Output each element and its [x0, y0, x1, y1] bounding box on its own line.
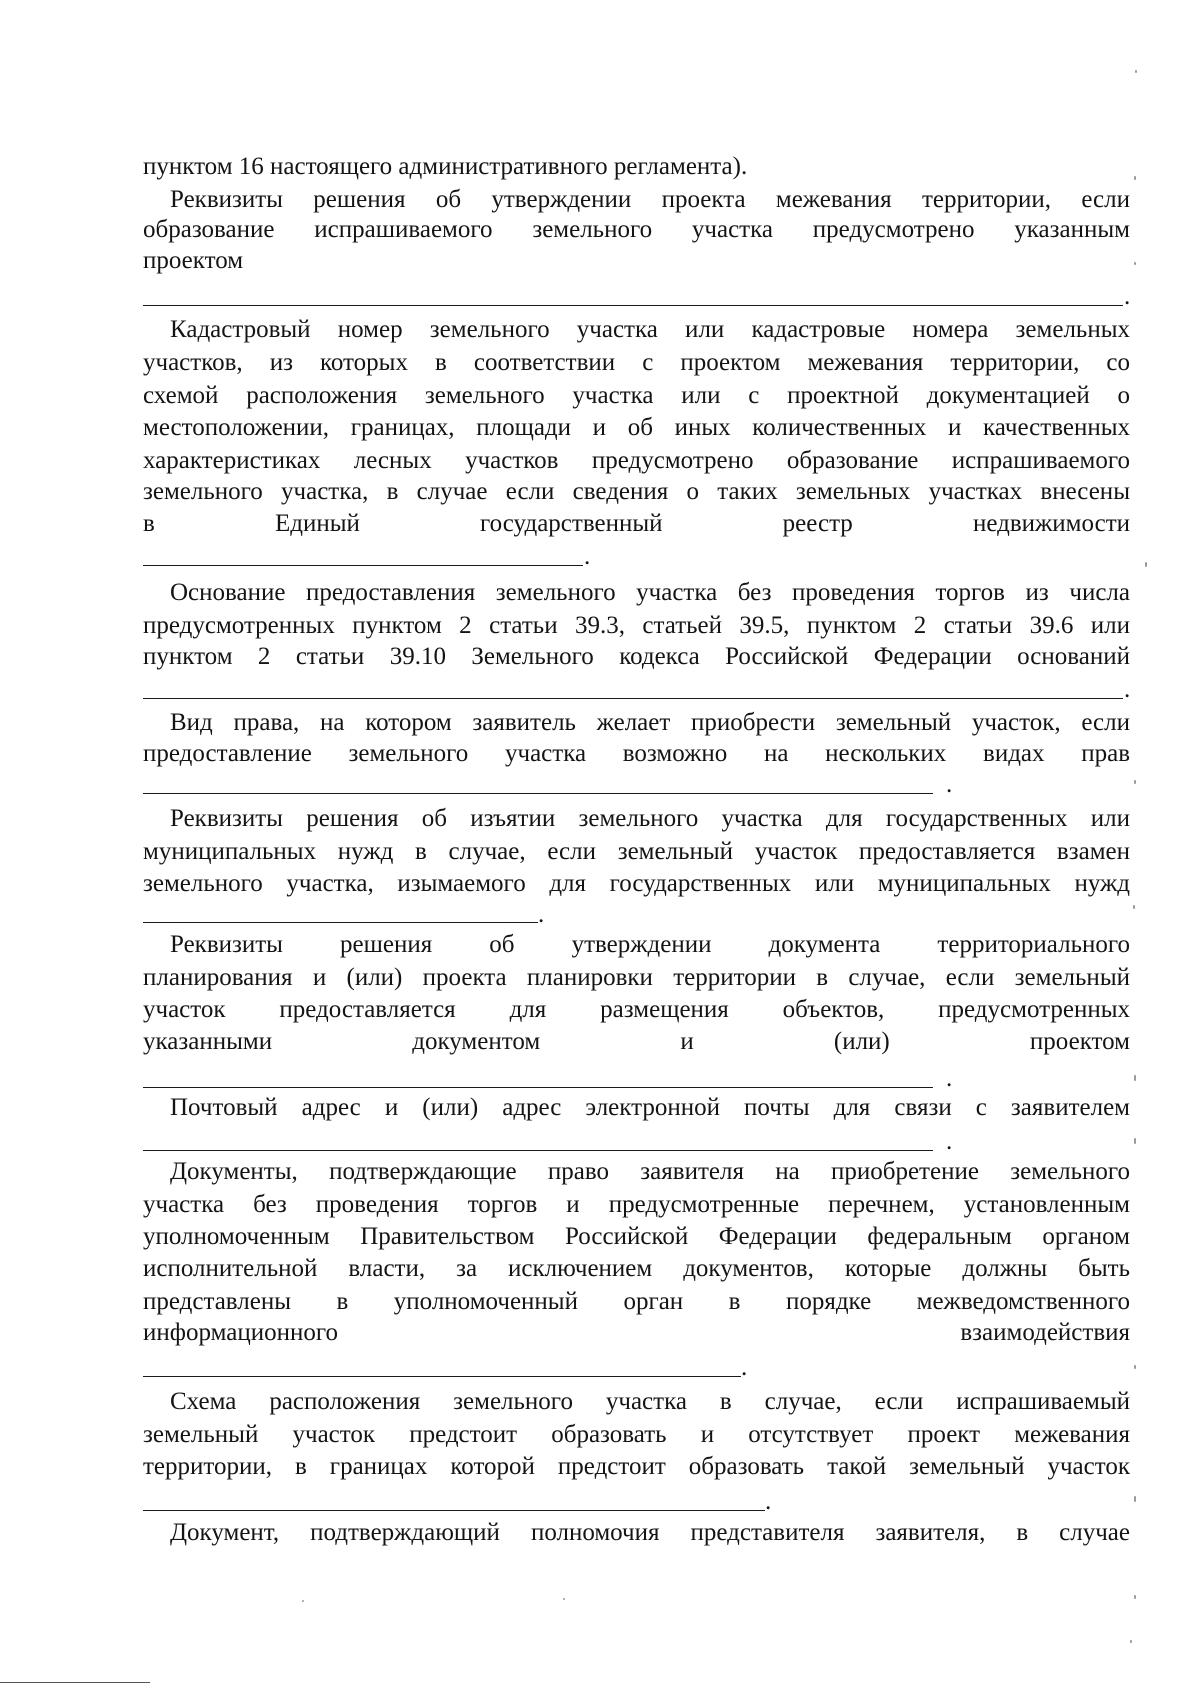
word: Единый: [274, 510, 360, 537]
text-line-spread: [143, 1027, 1130, 1057]
text-line: земельного участка, изымаемого для государственных или муниципальных нужд: [143, 870, 1130, 897]
fill-in-blank-line[interactable]: [143, 1376, 741, 1377]
text-line: земельного участка, в случае если сведения о таких земельных участках внесены: [143, 478, 1130, 505]
fill-in-blank-line[interactable]: [143, 922, 538, 923]
scan-speck: [1134, 1365, 1136, 1369]
fill-in-blank-line[interactable]: [143, 1510, 765, 1511]
text-line: Вид права, на котором заявитель желает приобрести земельный участок, если: [170, 709, 1130, 736]
scan-speck: [1134, 262, 1136, 265]
text-line: Почтовый адрес и (или) адрес электронной почты для связи с заявителем: [170, 1094, 1130, 1121]
text-line: участок предоставляется для размещения объектов, предусмотренных: [143, 996, 1130, 1023]
fill-in-blank-line[interactable]: [143, 698, 1123, 699]
fill-in-blank-line[interactable]: [143, 565, 583, 566]
text-line: Схема расположения земельного участка в случае, если испрашиваемый: [170, 1388, 1130, 1415]
text-line: исполнительной власти, за исключением документов, которые должны быть: [143, 1255, 1130, 1282]
period-mark: .: [538, 901, 545, 928]
scan-speck: [302, 1600, 304, 1602]
scan-speck: [1135, 70, 1137, 73]
period-mark: .: [765, 1488, 772, 1515]
text-line: предусмотренных пунктом 2 статьи 39.3, статьей 39.5, пунктом 2 статьи 39.6 или: [143, 612, 1130, 639]
period-mark: .: [946, 1128, 953, 1155]
fill-in-blank-line[interactable]: [143, 305, 1123, 306]
scan-edge-line: [0, 1682, 150, 1683]
text-line: Реквизиты решения об утверждении документа территориального: [170, 931, 1130, 958]
scan-speck: [1134, 1075, 1136, 1081]
word: информационного: [143, 1319, 338, 1346]
scan-speck: [563, 1598, 565, 1600]
text-line: предоставление земельного участка возможно на нескольких видах прав: [143, 740, 1130, 767]
text-line: уполномоченным Правительством Российской Федерации федеральным органом: [143, 1223, 1130, 1250]
period-mark: .: [1124, 283, 1131, 310]
word: указанными: [143, 1028, 273, 1055]
text-line: Основание предоставления земельного участка без проведения торгов из числа: [170, 579, 1130, 606]
scan-speck: [1133, 905, 1135, 909]
fill-in-blank-line[interactable]: [143, 793, 933, 794]
word: (или): [833, 1028, 890, 1055]
text-line-spread: [143, 1318, 1130, 1348]
word: недвижимости: [972, 510, 1130, 537]
text-line: представлены в уполномоченный орган в порядке межведомственного: [143, 1288, 1130, 1315]
word: реестр: [782, 510, 853, 537]
fill-in-blank-line[interactable]: [143, 1087, 933, 1088]
period-mark: .: [1124, 676, 1131, 703]
scan-speck: [1134, 1595, 1136, 1599]
text-line: проектом: [143, 247, 244, 274]
fill-in-blank-line[interactable]: [143, 1150, 933, 1151]
text-line: характеристиках лесных участков предусмотрено образование испрашиваемого: [143, 447, 1130, 474]
scan-speck: [1130, 1640, 1132, 1643]
word: государственный: [480, 510, 663, 537]
text-line: Реквизиты решения об изъятии земельного участка для государственных или: [170, 805, 1130, 832]
text-line: Документы, подтверждающие право заявителя на приобретение земельного: [170, 1158, 1130, 1185]
text-line: планирования и (или) проекта планировки территории в случае, если земельный: [143, 964, 1130, 991]
period-mark: .: [946, 1065, 953, 1092]
word: в: [143, 510, 155, 537]
text-line: участков, из которых в соответствии с проектом межевания территории, со: [143, 349, 1130, 376]
text-line: местоположении, границах, площади и об иных количественных и качественных: [143, 414, 1130, 441]
text-line: пунктом 2 статьи 39.10 Земельного кодекса Российской Федерации оснований: [143, 643, 1130, 670]
scan-speck: [1134, 1138, 1136, 1144]
word: документом: [412, 1028, 541, 1055]
text-line: Документ, подтверждающий полномочия представителя заявителя, в случае: [170, 1519, 1130, 1546]
text-line: схемой расположения земельного участка или с проектной документацией о: [143, 382, 1130, 409]
scan-speck: [1145, 562, 1147, 567]
text-line: территории, в границах которой предстоит образовать такой земельный участок: [143, 1453, 1130, 1480]
period-mark: .: [946, 771, 953, 798]
period-mark: .: [584, 543, 591, 570]
text-line: Кадастровый номер земельного участка или кадастровые номера земельных: [170, 316, 1130, 343]
word: проектом: [1029, 1028, 1130, 1055]
word: взаимодействия: [960, 1319, 1130, 1346]
scan-speck: [1134, 780, 1136, 784]
scan-speck: [1134, 1496, 1136, 1502]
period-mark: .: [741, 1354, 748, 1381]
text-line-spread: [143, 509, 1130, 539]
text-line: участка без проведения торгов и предусмотренные перечнем, установленным: [143, 1191, 1130, 1218]
word: и: [680, 1028, 694, 1055]
scan-speck: [1134, 176, 1136, 180]
text-line: Реквизиты решения об утверждении проекта межевания территории, если: [170, 186, 1130, 213]
text-line: пунктом 16 настоящего административного регламента).: [143, 153, 748, 180]
text-line: образование испрашиваемого земельного участка предусмотрено указанным: [143, 216, 1130, 243]
text-line: земельный участок предстоит образовать и отсутствует проект межевания: [143, 1421, 1130, 1448]
text-line: муниципальных нужд в случае, если земельный участок предоставляется взамен: [143, 838, 1130, 865]
